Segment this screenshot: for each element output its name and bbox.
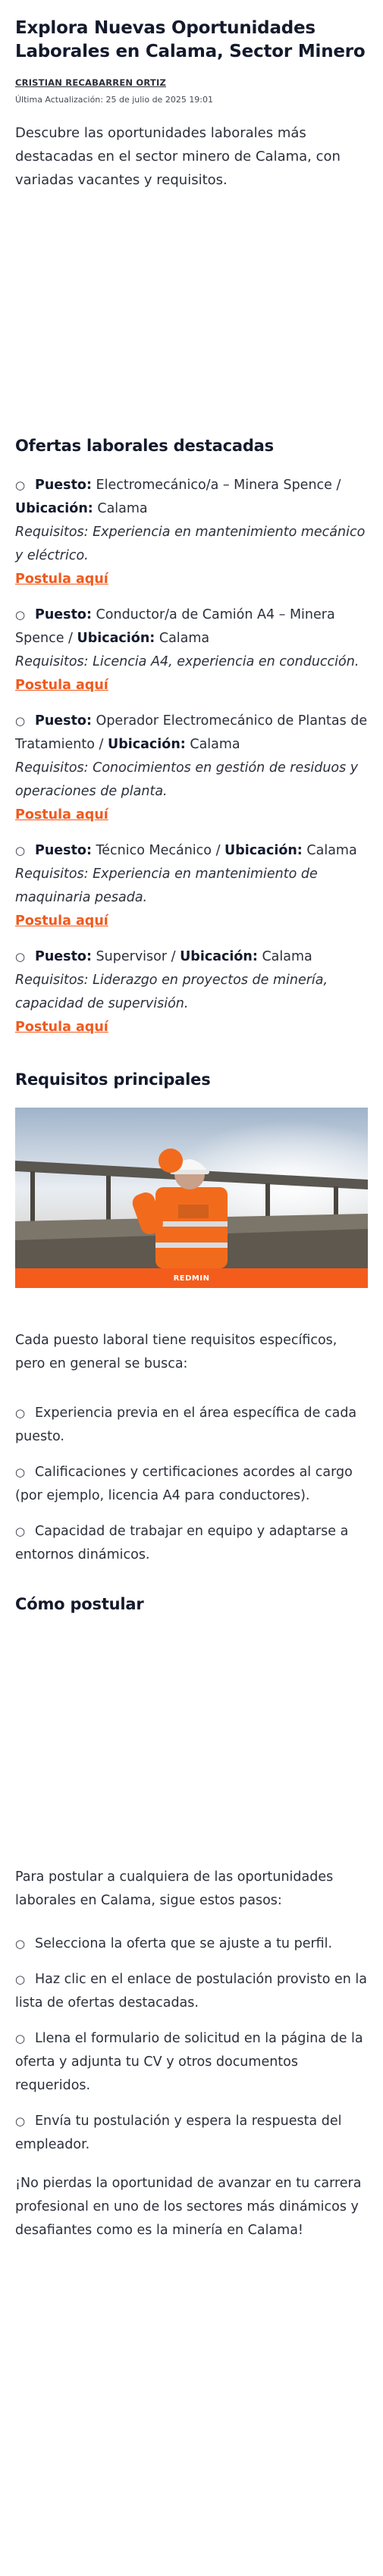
list-item-text: Calificaciones y certificaciones acordes al cargo (por ejemplo, licencia A4 para conductores). — [15, 1465, 353, 1503]
mining-worker-image — [15, 1108, 368, 1288]
apply-link[interactable]: Postula aquí — [15, 572, 108, 587]
offer-item: ○ Puesto: Operador Electromecánico de Plantas de Tratamiento / Ubicación: Calama Requisitos: Conocimientos en gestión de residuos y operaciones de planta. Postula aquí — [15, 710, 368, 827]
closing-paragraph: ¡No pierdas la oportunidad de avanzar en tu carrera profesional en uno de los sectores más dinámicos y desafiantes como es la minería en Calama! — [15, 2176, 362, 2238]
offer-item: ○ Puesto: Técnico Mecánico / Ubicación: Calama Requisitos: Experiencia en mantenimiento de maquinaria pesada. Postula aquí — [15, 839, 368, 933]
offer-ubicacion: Calama — [190, 737, 240, 752]
puesto-label: Puesto: — [35, 478, 92, 493]
offer-ubicacion: Calama — [159, 631, 210, 646]
offer-item: ○ Puesto: Conductor/a de Camión A4 – Minera Spence / Ubicación: Calama Requisitos: Licencia A4, experiencia en conducción. Postula aquí — [15, 603, 368, 697]
apply-link[interactable]: Postula aquí — [15, 807, 108, 823]
ubicacion-label: Ubicación: — [77, 631, 155, 646]
bullet-icon: ○ — [15, 2114, 26, 2128]
list-item-text: Llena el formulario de solicitud en la página de la oferta y adjunta tu CV y otros documentos requeridos. — [15, 2031, 363, 2093]
bullet-icon: ○ — [15, 478, 26, 492]
step-item — [15, 2027, 368, 2098]
offer-item: ○ Puesto: Electromecánico/a – Minera Spence / Ubicación: Calama Requisitos: Experiencia en mantenimiento mecánico y eléctrico. Postula aquí — [15, 474, 368, 591]
apply-link[interactable]: Postula aquí — [15, 914, 108, 929]
ubicacion-label: Ubicación: — [224, 843, 303, 858]
offer-ubicacion: Calama — [262, 949, 312, 964]
bullet-icon: ○ — [15, 1937, 26, 1951]
puesto-label: Puesto: — [35, 843, 92, 858]
ad-space-2 — [15, 1615, 368, 1866]
bullet-icon: ○ — [15, 1406, 26, 1420]
howto-heading: Cómo postular — [15, 1595, 144, 1613]
bullet-icon: ○ — [15, 950, 26, 964]
offer-requisitos: Requisitos: Licencia A4, experiencia en conducción. — [15, 654, 359, 669]
offer-puesto: Operador Electromecánico de Plantas de Tratamiento — [15, 713, 368, 752]
bullet-icon: ○ — [15, 608, 26, 622]
offer-requisitos: Requisitos: Experiencia en mantenimiento de maquinaria pesada. — [15, 867, 318, 905]
howto-steps — [15, 1932, 368, 2157]
bullet-icon: ○ — [15, 1525, 26, 1538]
requirements-heading: Requisitos principales — [15, 1070, 211, 1089]
offers-list — [15, 474, 368, 1039]
last-updated: Última Actualización: 25 de julio de 2025 19:01 — [15, 95, 214, 105]
author-link[interactable]: CRISTIAN RECABARREN ORTIZ — [15, 77, 166, 88]
step-item — [15, 1968, 368, 2015]
requirements-intro: Cada puesto laboral tiene requisitos específicos, pero en general se busca: — [15, 1333, 337, 1371]
list-item-text: Haz clic en el enlace de postulación provisto en la lista de ofertas destacadas. — [15, 1972, 368, 2010]
puesto-label: Puesto: — [35, 949, 92, 964]
image-logo-band: REDMIN — [15, 1268, 368, 1288]
puesto-label: Puesto: — [35, 607, 92, 622]
ubicacion-label: Ubicación: — [15, 501, 93, 516]
spacer — [15, 1288, 368, 1329]
offer-puesto: Conductor/a de Camión A4 – Minera Spence — [15, 607, 335, 646]
bullet-icon: ○ — [15, 714, 26, 728]
step-item — [15, 2110, 368, 2157]
offer-puesto: Técnico Mecánico — [96, 843, 212, 858]
ubicacion-label: Ubicación: — [180, 949, 258, 964]
bullet-icon: ○ — [15, 2032, 26, 2045]
bullet-icon: ○ — [15, 1973, 26, 1986]
intro-paragraph: Descubre las oportunidades laborales más destacadas en el sector minero de Calama, con variadas vacantes y requisitos. — [15, 125, 341, 188]
offer-ubicacion: Calama — [97, 501, 148, 516]
offer-requisitos: Requisitos: Conocimientos en gestión de residuos y operaciones de planta. — [15, 760, 359, 799]
apply-link[interactable]: Postula aquí — [15, 1020, 108, 1035]
requirement-item — [15, 1461, 368, 1508]
requirements-list — [15, 1402, 368, 1567]
list-item-text: Capacidad de trabajar en equipo y adaptarse a entornos dinámicos. — [15, 1524, 349, 1562]
apply-link[interactable]: Postula aquí — [15, 678, 108, 693]
offer-ubicacion: Calama — [306, 843, 357, 858]
offer-puesto: Supervisor — [96, 949, 168, 964]
bullet-icon: ○ — [15, 844, 26, 857]
offer-item: ○ Puesto: Supervisor / Ubicación: Calama Requisitos: Liderazgo en proyectos de minería, capacidad de supervisión. Postula aquí — [15, 945, 368, 1039]
list-item-text: Selecciona la oferta que se ajuste a tu perfil. — [35, 1936, 333, 1951]
offer-requisitos: Requisitos: Liderazgo en proyectos de minería, capacidad de supervisión. — [15, 973, 328, 1011]
ubicacion-label: Ubicación: — [108, 737, 186, 752]
mining-scene-illustration — [15, 1108, 368, 1288]
list-item-text: Experiencia previa en el área específica de cada puesto. — [15, 1406, 357, 1444]
offer-requisitos: Requisitos: Experiencia en mantenimiento mecánico y eléctrico. — [15, 525, 366, 563]
bullet-icon: ○ — [15, 1465, 26, 1479]
howto-intro: Para postular a cualquiera de las oportunidades laborales en Calama, sigue estos pasos: — [15, 1869, 334, 1908]
offers-heading: Ofertas laborales destacadas — [15, 437, 274, 455]
offer-puesto: Electromecánico/a – Minera Spence — [96, 478, 332, 493]
page-title: Explora Nuevas Oportunidades Laborales en Calama, Sector Minero — [15, 18, 366, 61]
list-item-text: Envía tu postulación y espera la respuesta del empleador. — [15, 2114, 342, 2152]
requirement-item — [15, 1402, 368, 1449]
ad-space — [15, 205, 368, 434]
step-item — [15, 1932, 368, 1956]
requirement-item — [15, 1520, 368, 1567]
puesto-label: Puesto: — [35, 713, 92, 729]
